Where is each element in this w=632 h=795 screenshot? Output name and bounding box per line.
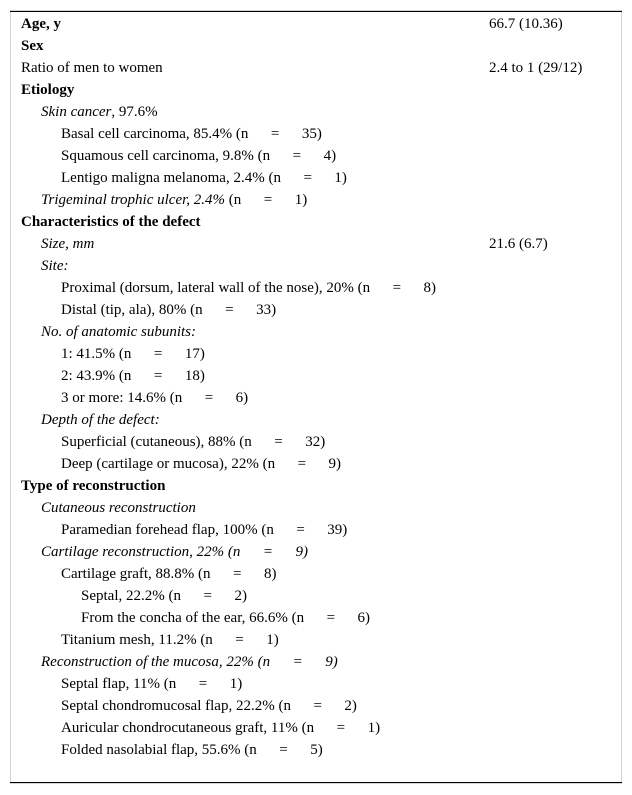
table-row [0,453,632,475]
subheader-depth [0,409,632,431]
table-row [0,717,632,739]
table-row [0,739,632,761]
table-row [0,607,632,629]
row-label: Paramedian forehead flap, 100% (n = 39) [61,522,348,538]
subheader-mucosa [0,651,632,673]
row-label: Cutaneous reconstruction [41,500,196,516]
row-label: 2: 43.9% (n = 18) [61,368,205,384]
table-row [0,343,632,365]
row-label: Folded nasolabial flap, 55.6% (n = 5) [61,742,323,758]
table-row [0,277,632,299]
row-label: Etiology [21,82,75,98]
subheader-trigeminal-ulcer [0,189,632,211]
row-value: 21.6 (6.7) [489,236,548,252]
subheader-skin-cancer [0,101,632,123]
table-row-age [0,13,632,35]
row-label: Size, mm [41,236,95,252]
bottom-rule [10,782,622,783]
table-row [0,145,632,167]
row-label: No. of anatomic subunits: [41,324,197,340]
section-header-defect [0,211,632,233]
table-row [0,519,632,541]
row-label: Titanium mesh, 11.2% (n = 1) [61,632,279,648]
table-row [0,167,632,189]
row-value: 2.4 to 1 (29/12) [489,60,583,76]
row-label: Basal cell carcinoma, 85.4% (n = 35) [61,126,322,142]
table-row [0,365,632,387]
section-header-etiology [0,79,632,101]
subheader-site [0,255,632,277]
row-label: From the concha of the ear, 66.6% (n = 6) [81,610,371,626]
section-header-sex [0,35,632,57]
patient-characteristics-table [0,13,632,761]
row-label: Squamous cell carcinoma, 9.8% (n = 4) [61,148,337,164]
row-label: Characteristics of the defect [21,214,201,230]
row-value: 66.7 (10.36) [489,16,563,32]
table-row [0,673,632,695]
table-row [0,123,632,145]
row-label: Cartilage reconstruction, 22% (n = 9) [41,544,309,560]
subheader-cutaneous [0,497,632,519]
row-label: Auricular chondrocutaneous graft, 11% (n = 1) [61,720,381,736]
row-label: Deep (cartilage or mucosa), 22% (n = 9) [61,456,342,472]
row-label: Skin cancer, 97.6% [41,104,158,120]
table-row [0,563,632,585]
row-label: Site: [41,258,69,274]
row-label: Superficial (cutaneous), 88% (n = 32) [61,434,326,450]
row-label: Septal, 22.2% (n = 2) [81,588,247,604]
row-label: Proximal (dorsum, lateral wall of the nose), 20% (n = 8) [61,280,437,296]
row-label: Ratio of men to women [21,60,163,76]
row-label: Sex [21,38,44,54]
row-label: Reconstruction of the mucosa, 22% (n = 9) [41,654,338,670]
row-label: Age, y [21,16,61,32]
row-label: Trigeminal trophic ulcer, 2.4% (n = 1) [41,192,308,208]
row-label: Septal chondromucosal flap, 22.2% (n = 2) [61,698,357,714]
row-label: Cartilage graft, 88.8% (n = 8) [61,566,277,582]
table-row [0,431,632,453]
row-label: Distal (tip, ala), 80% (n = 33) [61,302,277,318]
section-header-reconstruction [0,475,632,497]
table-row [0,629,632,651]
table-row-size [0,233,632,255]
subheader-subunits [0,321,632,343]
top-rule [10,11,622,12]
row-label: 1: 41.5% (n = 17) [61,346,205,362]
table-row [0,695,632,717]
table-row [0,387,632,409]
row-label: Lentigo maligna melanoma, 2.4% (n = 1) [61,170,347,186]
row-label: Type of reconstruction [21,478,166,494]
table-row-sex-ratio [0,57,632,79]
row-label: Septal flap, 11% (n = 1) [61,676,243,692]
subheader-cartilage [0,541,632,563]
row-label: Depth of the defect: [41,412,160,428]
row-label: 3 or more: 14.6% (n = 6) [61,390,249,406]
table-row [0,585,632,607]
table-row [0,299,632,321]
